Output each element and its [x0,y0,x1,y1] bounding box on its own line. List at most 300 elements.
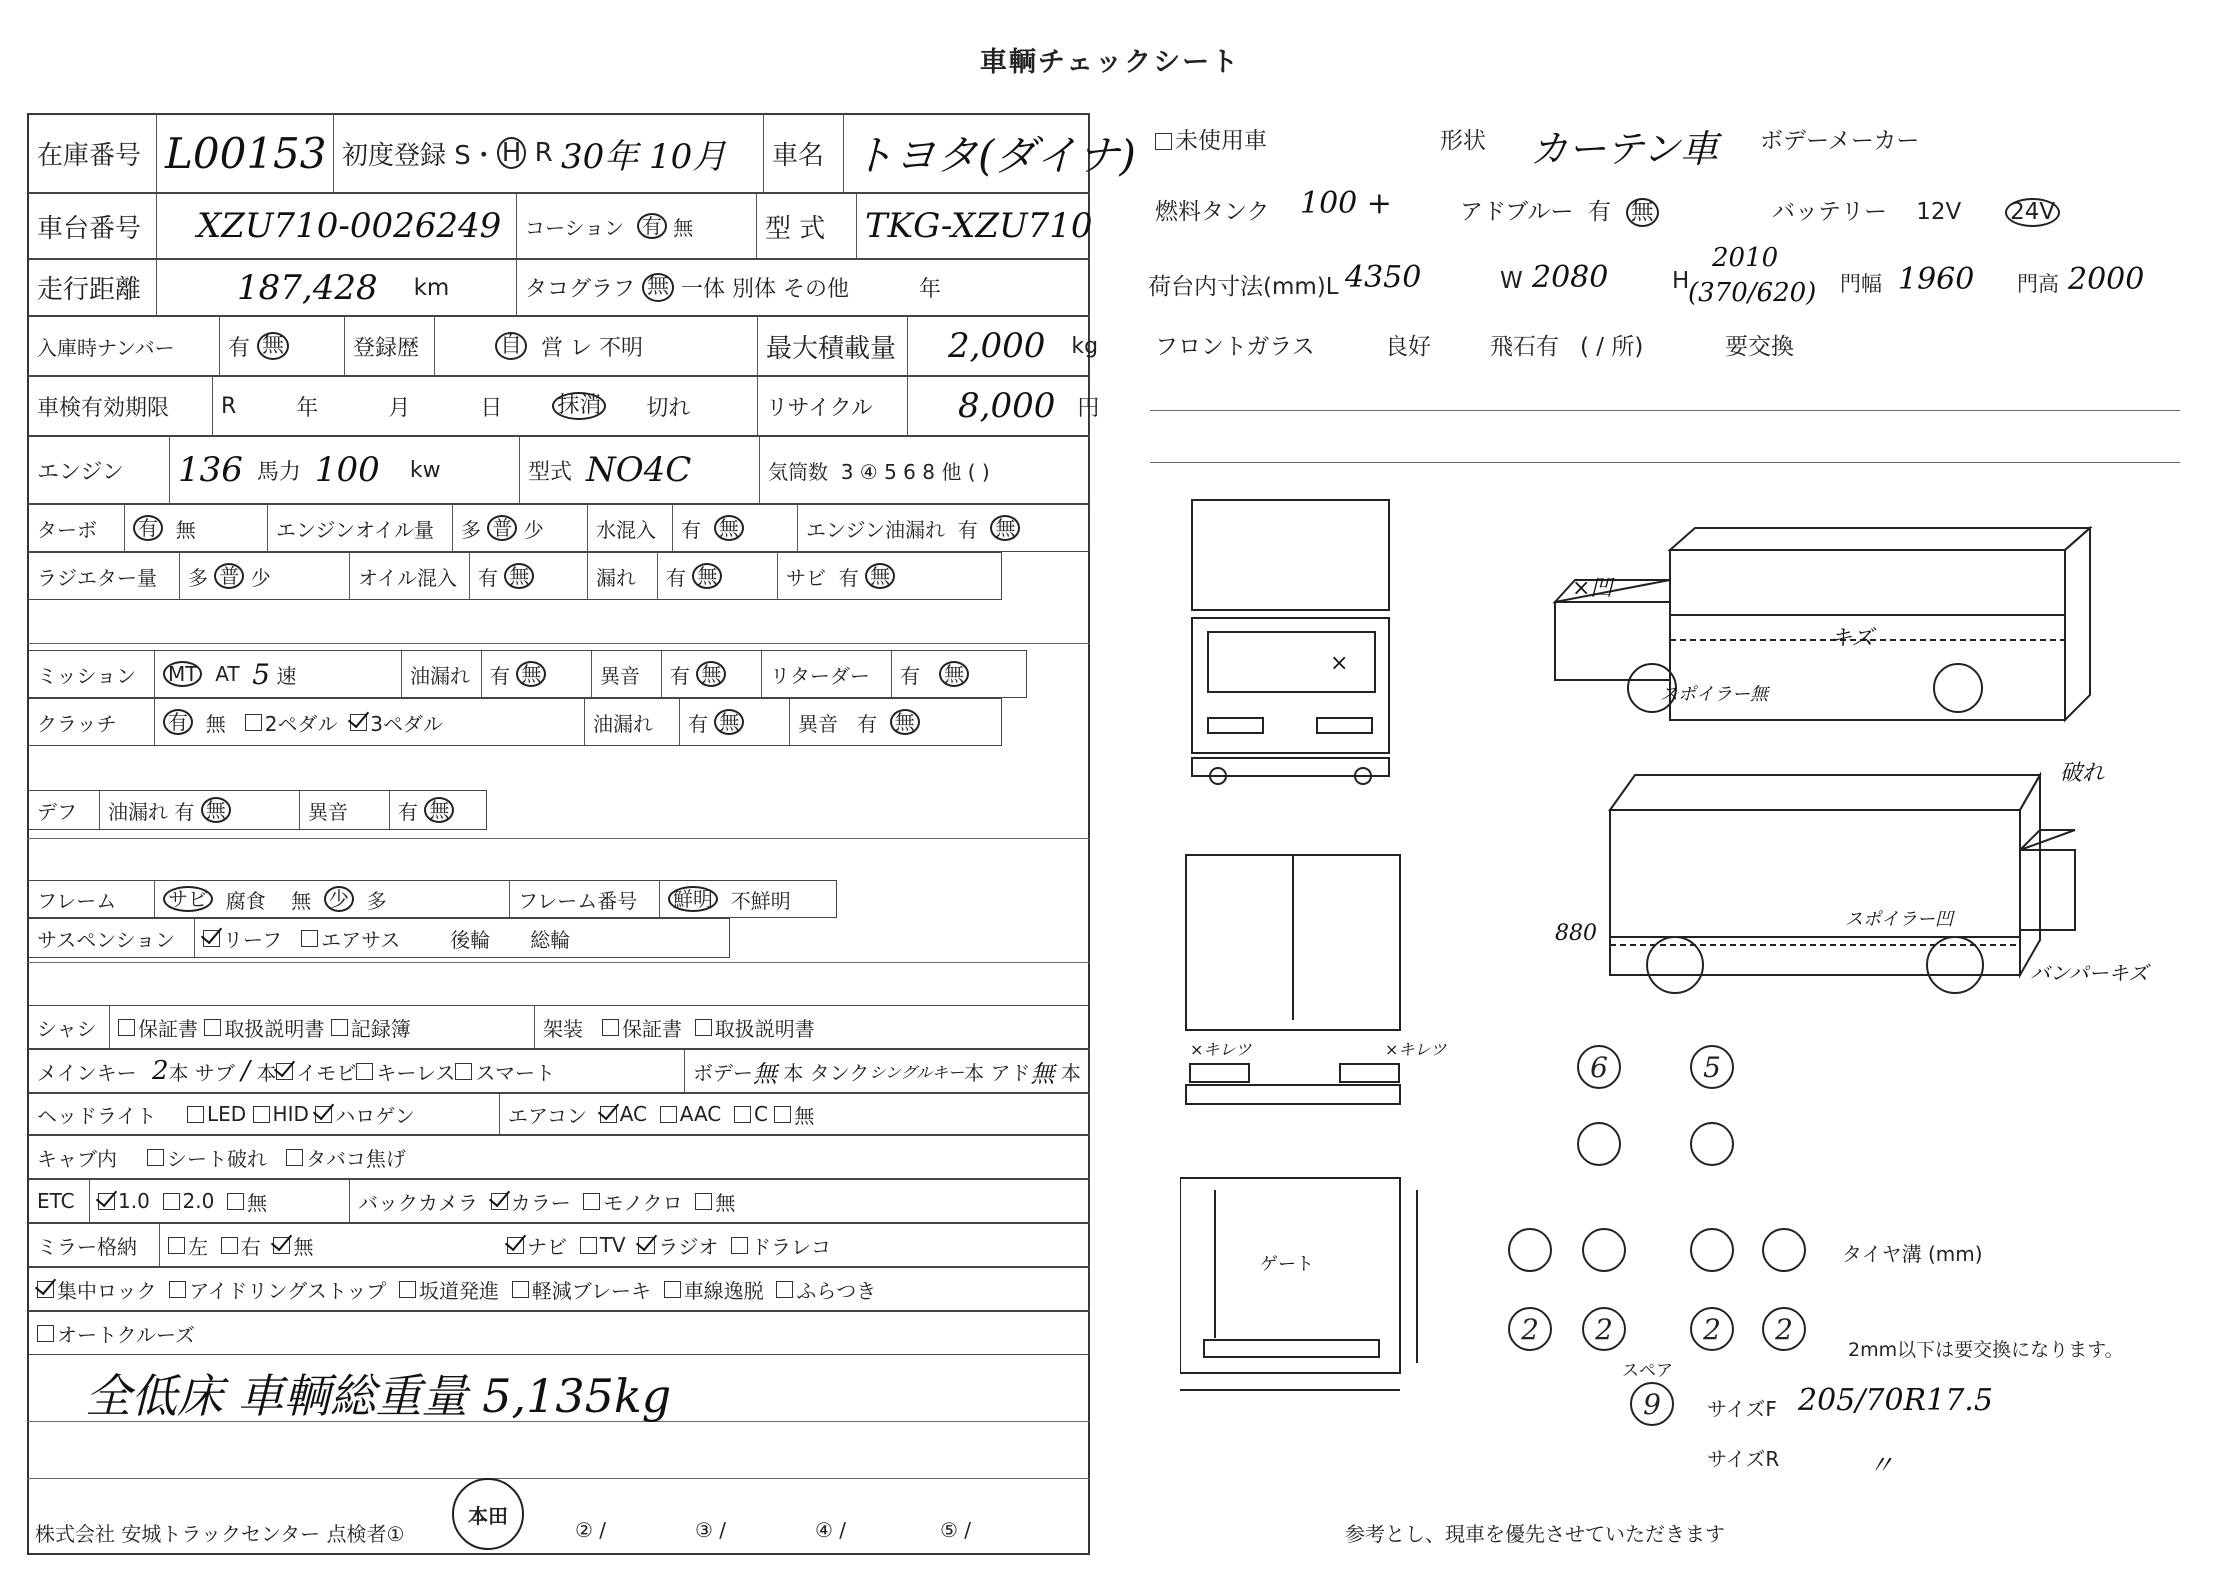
tire-rear-outer-right [1762,1228,1806,1272]
row-cruise [27,1311,1090,1355]
navi-label: ナビ [527,1234,567,1259]
inspect-erased: 抹消 [552,392,606,420]
etc2-checkbox[interactable] [163,1193,180,1210]
hill-checkbox[interactable] [399,1281,416,1298]
tank-key-label: タンク [809,1060,870,1085]
row-plate [27,316,1099,376]
name-value: トヨタ(ダイナ) [852,131,1136,180]
name-label: 車名 [763,114,843,192]
diagram-spoiler-dent: スポイラー凹 [1845,909,1953,930]
mirror-left-checkbox[interactable] [168,1237,185,1254]
eng-leak-yes: 有 [957,517,978,542]
hid-label: HID [272,1102,309,1126]
mission-speeds: 5 [252,657,271,691]
etc2-label: 2.0 [182,1189,215,1213]
diagram-damage: 破れ [2060,761,2105,786]
turbo-yes: 有 [133,515,163,541]
cyl-opts: 3 ④ 5 6 8 他 ( ) [840,459,990,484]
clutch-noise-label: 異音 [798,711,838,736]
rust-yes: 有 [838,565,859,590]
glass-label: フロントガラス [1155,334,1315,360]
divider [1150,462,2180,463]
wobble-checkbox[interactable] [776,1281,793,1298]
plate-label: 入庫時ナンバー [37,335,175,360]
body-maker-label: ボデーメーカー [1760,128,1920,154]
inspect-y: 年 [296,395,319,421]
dims-w: 2080 [1532,260,1609,295]
camera-none-checkbox[interactable] [695,1193,712,1210]
adblue-label: アドブルー [1460,199,1574,225]
power-value: 100 [314,450,380,490]
clutch-oilleak-label: 油漏れ [584,699,679,745]
tire-rear2-outer-left: 2 [1508,1307,1552,1351]
headlight-label: ヘッドライト [37,1103,157,1128]
tobacco-checkbox[interactable] [286,1149,303,1166]
diagram-x-dent: ×凹 [1572,576,1613,601]
led-label: LED [207,1102,247,1126]
mirror-label: ミラー格納 [37,1234,137,1259]
aac-checkbox[interactable] [660,1106,677,1123]
model-label: 型 式 [756,194,856,258]
navi-checkbox[interactable] [507,1237,524,1254]
divider [27,1478,1090,1479]
recycle-value: 8,000 [958,386,1056,426]
coating-no: 無 [673,215,694,240]
engine-value: 136 [178,450,243,490]
oil-label: エンジンオイル量 [267,505,452,551]
row-inspection [27,376,1100,436]
key-label: メインキー [37,1060,137,1085]
etc1-label: 1.0 [118,1189,150,1213]
footer-c3: ③ / [695,1518,727,1542]
ac-none-checkbox[interactable] [774,1106,791,1123]
mission-mt: MT [163,661,202,687]
rad-leak-no: 無 [692,563,722,589]
tobacco-label: タバコ焦げ [306,1146,406,1171]
shape-value: カーテン車 [1530,127,1719,171]
ad-key-label: アド [990,1060,1031,1085]
mission-oilleak-label: 油漏れ [401,651,481,697]
seat-checkbox[interactable] [147,1149,164,1166]
pedal3-label: 3ペダル [370,711,443,736]
rad-mid: 普 [214,563,244,589]
frame-no-clear: 鮮明 [668,886,718,912]
water-no: 無 [714,515,744,541]
coating-cell [516,194,756,258]
oil-mid: 普 [487,515,517,541]
water-label: 水混入 [587,505,672,551]
battery-12v: 12V [1916,199,1962,225]
rust-label: サビ [786,565,826,590]
etc-none-checkbox[interactable] [227,1193,244,1210]
kw-unit: kw [409,457,441,483]
camera-mono-checkbox[interactable] [583,1193,600,1210]
oilmix-yes: 有 [478,565,498,590]
camera-color-checkbox[interactable] [491,1193,508,1210]
tacho-opts: 一体 別体 その他 [681,277,850,302]
tire-row2-left [1577,1122,1621,1166]
battery-label: バッテリー [1772,199,1887,225]
tire-rear2-outer-right: 2 [1762,1307,1806,1351]
etc-none-label: 無 [247,1190,268,1215]
chassis-label: 車台番号 [37,213,142,244]
adblue-cell [1460,193,1659,227]
clutch-label: クラッチ [37,711,117,736]
frame-no-label: フレーム番号 [509,881,659,917]
unused-label: 未使用車 [1175,128,1267,154]
clutch-oilleak-yes: 有 [688,711,708,736]
tire-spare: 9 [1630,1382,1674,1426]
immobi-label: イモビ [296,1060,357,1085]
rust-no: 無 [865,563,895,589]
diff-noise-label: 異音 [299,791,389,829]
footer-company: 株式会社 安城トラックセンター 点検者① [35,1522,405,1546]
keyless-checkbox[interactable] [356,1063,373,1080]
diff-noise-yes: 有 [398,799,418,824]
glass-count: ( / 所) [1580,334,1644,360]
record-checkbox[interactable] [331,1019,348,1036]
diagram-tear-right: ×キレツ [1385,1040,1447,1059]
divider [27,962,1090,963]
first-reg-value: 30年 10月 [560,136,727,177]
clutch-noise-yes: 有 [857,711,878,736]
tire-rear2-inner-right: 2 [1690,1307,1734,1351]
diagram-bumper: バンパーキズ [2030,961,2149,985]
tire-rear-outer-left [1508,1228,1552,1272]
ad-key-val: 無 [1030,1059,1055,1088]
body-manual-label: 取扱説明書 [714,1016,815,1041]
camera-color-label: カラー [510,1190,571,1215]
manual-label: 取扱説明書 [224,1016,325,1041]
dims-label: 荷台内寸法(mm)L [1148,274,1339,300]
mission-label: ミッション [37,663,137,688]
coating-label: コーション [525,215,625,240]
battery-cell [1772,193,2060,227]
dims-l: 4350 [1345,260,1422,295]
vehicle-diagram [1180,490,2180,1430]
brake-checkbox[interactable] [512,1281,529,1298]
warranty-label: 保証書 [138,1016,198,1041]
tire-rear2-inner-left: 2 [1582,1307,1626,1351]
door-h: 2000 [2068,262,2145,297]
divider [27,643,1090,644]
power-label: 馬力 [256,459,301,485]
recycle-unit: 円 [1077,395,1100,421]
row-diff [27,790,487,830]
mission-noise-no: 無 [696,661,726,687]
oilmix-no: 無 [504,563,534,589]
manual-checkbox[interactable] [204,1019,221,1036]
engine-type-value: NO4C [586,450,692,490]
first-reg-label: 初度登録 S・ [342,140,497,171]
row-engine [27,436,1090,504]
sub-label: サブ [194,1060,235,1085]
tire-depth-label: タイヤ溝 (mm) [1842,1242,1983,1266]
lane-checkbox[interactable] [664,1281,681,1298]
sub-unit: 本 [256,1060,277,1085]
ac-option: AC [619,1102,648,1126]
row-clutch [27,698,1002,746]
central-lock-checkbox[interactable] [37,1281,54,1298]
size-f-label: サイズF [1707,1397,1777,1421]
susp-all: 総輪 [530,927,571,952]
body-docs-label: 架装 [534,1006,594,1048]
ac-label: エアコン [508,1103,587,1128]
size-r-label: サイズR [1707,1447,1780,1471]
key-count: 2 [152,1056,169,1086]
radio-label: ラジオ [658,1234,719,1259]
glass-replace: 要交換 [1725,334,1794,360]
load-label: 最大積載量 [757,317,907,375]
unused-checkbox[interactable] [1155,133,1172,150]
door-w: 1960 [1898,262,1975,297]
turbo-no: 無 [175,517,196,542]
tacho-year: 年 [919,277,942,302]
clutch-no: 無 [205,711,226,736]
chassis-value: XZU710-0026249 [197,206,502,246]
spare-label: スペア [1622,1361,1673,1381]
cruise-checkbox[interactable] [37,1325,54,1342]
air-checkbox[interactable] [301,930,318,947]
etc-label: ETC [37,1189,75,1213]
diagram-floor: 880 [1555,921,1597,946]
etc1-checkbox[interactable] [98,1193,115,1210]
body-warranty-checkbox[interactable] [602,1019,619,1036]
tire-rear-inner-left [1582,1228,1626,1272]
stock-label: 在庫番号 [37,140,142,171]
led-checkbox[interactable] [187,1106,204,1123]
rad-few: 少 [250,565,271,590]
row-mission [27,650,1027,698]
ac-checkbox[interactable] [600,1106,617,1123]
fuel-label: 燃料タンク [1155,199,1270,225]
susp-label: サスペンション [37,927,176,952]
tire-front-right: 5 [1690,1045,1734,1089]
row-mirror [27,1223,1090,1267]
row-radiator [27,552,1002,600]
frame-corrosion: 腐食 [225,888,266,913]
aac-option: AAC [679,1102,722,1126]
row-chassis-docs [27,1005,1090,1049]
radio-checkbox[interactable] [638,1237,655,1254]
frame-label: フレーム [37,888,117,913]
door-w-label: 門幅 [1840,272,1882,296]
speed-unit: 速 [276,663,297,688]
camera-none-label: 無 [715,1190,736,1215]
dashcam-checkbox[interactable] [731,1237,748,1254]
inspector-stamp: 本田 [452,1478,524,1550]
leaf-checkbox[interactable] [203,930,220,947]
diff-oilleak-no: 無 [201,797,231,823]
dashcam-label: ドラレコ [751,1234,832,1259]
tv-label: TV [599,1233,626,1257]
fuel-value: 100 + [1300,186,1392,221]
hid-checkbox[interactable] [253,1106,270,1123]
body-manual-checkbox[interactable] [695,1019,712,1036]
seat-label: シート破れ [167,1146,267,1171]
row-mileage [27,259,1090,316]
dims-h-label: H [1672,268,1690,294]
water-yes: 有 [681,517,701,542]
row-cab [27,1135,1090,1179]
inspect-d: 日 [480,395,503,421]
tacho-no: 無 [642,273,674,301]
glass-good: 良好 [1385,334,1431,360]
chassis-docs-label: シャシ [37,1016,97,1041]
load-unit: kg [1071,333,1099,359]
reg-opts: 営 レ 不明 [541,335,644,361]
sub-count: / [241,1056,251,1086]
oil-many: 多 [461,517,481,542]
row-headlight [27,1093,1090,1135]
mirror-right-checkbox[interactable] [221,1237,238,1254]
c-option: C [754,1102,768,1126]
footer-c4: ④ / [815,1518,847,1542]
row-etc [27,1179,1090,1223]
warranty-checkbox[interactable] [118,1019,135,1036]
row-stock [27,113,1136,193]
key-unit: 本 [168,1060,189,1085]
air-label: エアサス [321,927,401,952]
first-reg-cell [333,114,763,192]
row-turbo [27,504,1090,552]
mileage-value: 187,428 [237,267,378,308]
first-reg-r: R [534,138,553,168]
footer-c5: ⑤ / [940,1518,972,1542]
frame-rust: サビ [163,886,213,912]
rad-label: ラジエター量 [37,565,157,590]
size-r-value: 〃 [1868,1451,1895,1481]
clutch-yes: 有 [163,709,193,735]
hill-label: 坂道発進 [419,1278,500,1303]
eng-leak-label: エンジン油漏れ [806,517,945,542]
mission-noise-yes: 有 [670,663,690,688]
ad-key-unit: 本 [1060,1060,1081,1085]
recycle-label: リサイクル [757,377,907,435]
clutch-oilleak-no: 無 [714,709,744,735]
dims-w-label: W [1500,268,1523,294]
pedal2-label: 2ペダル [264,711,338,736]
diff-oilleak-yes: 有 [174,799,195,824]
divider [27,838,1090,839]
row-safety [27,1267,1090,1311]
tire-note: 2mm以下は要交換になります。 [1848,1339,2124,1361]
smart-checkbox[interactable] [455,1063,472,1080]
diff-oilleak-label: 油漏れ [108,799,168,824]
tire-row2-right [1690,1122,1734,1166]
load-value: 2,000 [948,326,1046,366]
clutch-noise-no: 無 [890,709,920,735]
sheet-title: 車輌チェックシート [979,47,1241,78]
plate-no: 無 [257,332,289,360]
c-checkbox[interactable] [734,1106,751,1123]
body-key-unit: 本 [783,1060,804,1085]
retarder-no: 無 [939,661,969,687]
susp-rear: 後輪 [450,927,491,952]
smart-label: スマート [475,1060,555,1085]
footer-c2: ② / [575,1518,607,1542]
record-label: 記録簿 [350,1016,411,1041]
frame-few: 少 [324,886,354,912]
row-chassis [27,193,1093,259]
mission-oilleak-yes: 有 [490,663,510,688]
km-unit: km [413,274,450,301]
cab-label: キャブ内 [37,1146,117,1171]
camera-mono-label: モノクロ [603,1190,683,1215]
pedal3-checkbox[interactable] [350,714,367,731]
rad-leak-yes: 有 [666,565,686,590]
tire-rear-inner-right [1690,1228,1734,1272]
tire-front-left: 6 [1577,1045,1621,1089]
cylinders-cell [759,437,1092,503]
glass-chip: 飛石有 [1490,334,1559,360]
diagram-gate: ゲート [1260,1254,1314,1275]
divider [1150,410,2180,411]
first-reg-h: H [497,137,527,170]
frame-no-unclear: 不鮮明 [730,888,791,913]
reg-label: 登録歴 [344,317,434,375]
engine-type-label: 型式 [528,459,573,485]
immobi-checkbox[interactable] [276,1063,293,1080]
camera-label: バックカメラ [358,1190,478,1215]
battery-24v: 24V [2005,198,2060,227]
reg-self: 自 [495,332,527,360]
body-key-label: ボデー [693,1060,753,1085]
tv-checkbox[interactable] [580,1237,597,1254]
diff-label: デフ [37,799,77,824]
frame-none: 無 [291,888,312,913]
inspect-date [212,377,757,435]
central-lock-label: 集中ロック [57,1278,157,1303]
dims-h2: (370/620) [1688,278,1817,308]
rad-many: 多 [188,565,208,590]
idling-label: アイドリングストップ [189,1278,387,1303]
leaf-label: リーフ [223,927,282,952]
oilmix-label: オイル混入 [349,553,469,599]
cruise-label: オートクルーズ [57,1322,195,1347]
tacho-label: タコグラフ [525,277,636,302]
retarder-label: リターダー [761,651,891,697]
model-value: TKG-XZU710 [865,206,1093,246]
idling-checkbox[interactable] [169,1281,186,1298]
body-key-val: 無 [753,1059,777,1088]
coating-yes: 有 [637,213,667,239]
mission-at: AT [215,662,240,686]
keyless-label: キーレス [376,1060,456,1085]
engine-type-cell [519,437,759,503]
inspect-label: 車検有効期限 [37,395,170,421]
mileage-label: 走行距離 [37,275,142,305]
pedal2-checkbox[interactable] [245,714,262,731]
frame-many: 多 [366,888,387,913]
dims-h: 2010 [1712,243,1779,273]
mirror-left-label: 左 [188,1234,208,1259]
row-frame [27,880,837,918]
wobble-label: ふらつき [796,1278,877,1303]
diagram-kizu: キズ [1830,626,1874,651]
diagram-x-mark: × [1330,651,1349,676]
plate-yes: 有 [228,335,251,361]
oil-few: 少 [523,517,544,542]
tank-key-val: シングルキー [869,1062,965,1082]
row-suspension [27,918,730,958]
mirror-none-checkbox[interactable] [273,1237,290,1254]
inspect-expired: 切れ [646,395,691,421]
halogen-checkbox[interactable] [315,1106,332,1123]
turbo-label: ターボ [37,517,97,542]
row-keys [27,1049,1090,1093]
ac-none-option: 無 [794,1103,815,1128]
